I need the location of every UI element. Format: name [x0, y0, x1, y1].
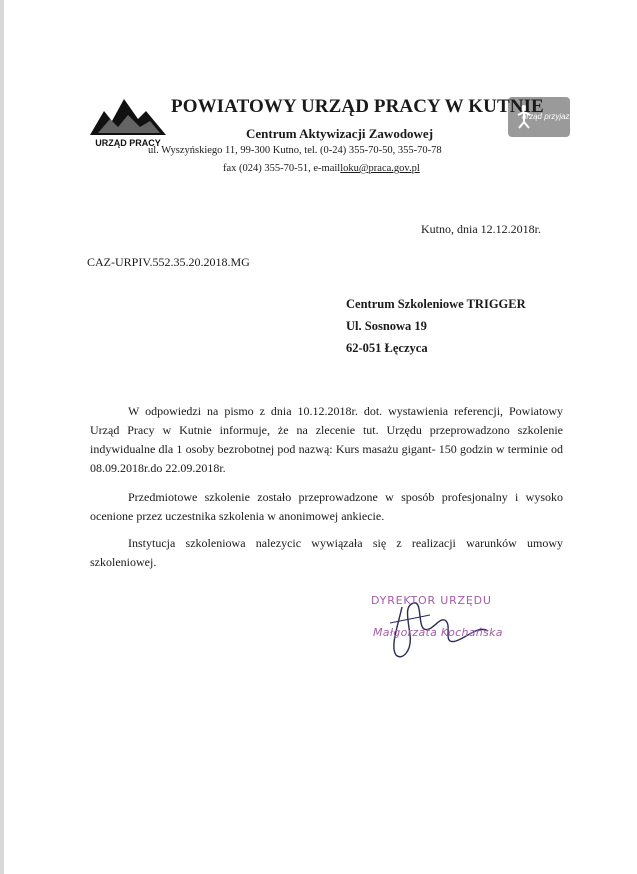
- logo-right-label: urząd przyjazny: [521, 112, 579, 121]
- stamp-title: DYREKTOR URZĘDU: [371, 594, 492, 607]
- org-address: ul. Wyszyńskiego 11, 99-300 Kutno, tel. (0-24) 355-70-50, 355-70-78: [148, 145, 442, 156]
- body-paragraph-3: Instytucja szkoleniowa nalezycic wywiązała się z realizacji warunków umowy szkoleniowej.: [90, 536, 563, 569]
- body-paragraph-2: Przedmiotowe szkolenie zostało przeprowadzone w sposób profesjonalny i wysoko ocenione przez uczestnika szkolenia w anonimowej ankiecie.: [90, 490, 563, 523]
- org-fax-line: [223, 163, 420, 174]
- recipient-name: Centrum Szkoleniowe TRIGGER: [346, 297, 526, 311]
- place-date: Kutno, dnia 12.12.2018r.: [421, 222, 541, 236]
- org-subtitle: Centrum Aktywizacji Zawodowej: [246, 126, 434, 141]
- email-link[interactable]: loku@praca.gov.pl: [340, 163, 420, 174]
- org-name: POWIATOWY URZĄD PRACY W KUTNIE: [171, 96, 544, 117]
- stamp-name: Małgorzata Kochańska: [373, 626, 503, 639]
- recipient-street: Ul. Sosnowa 19: [346, 319, 427, 333]
- reference-number: CAZ-URPIV.552.35.20.2018.MG: [87, 255, 250, 269]
- fax-text: fax (024) 355-70-51, e-mail: [223, 163, 341, 174]
- recipient-city: 62-051 Łęczyca: [346, 341, 428, 355]
- body-paragraph-1: W odpowiedzi na pismo z dnia 10.12.2018r. dot. wystawienia referencji, Powiatowy Urząd Pracy w Kutnie informuje, że na zlecenie tut. Urzędu przeprowadzono szkolenie indywidualne dla 1 osoby bezrobotnej pod nazwą: Kurs masażu gigant- 150 godzin w terminie od 08.09.2018r.do 22.09.2018r.: [90, 404, 563, 475]
- scan-edge: [0, 0, 4, 874]
- logo-left-label: URZĄD PRACY: [95, 138, 161, 148]
- urzad-pracy-logo: [88, 97, 168, 151]
